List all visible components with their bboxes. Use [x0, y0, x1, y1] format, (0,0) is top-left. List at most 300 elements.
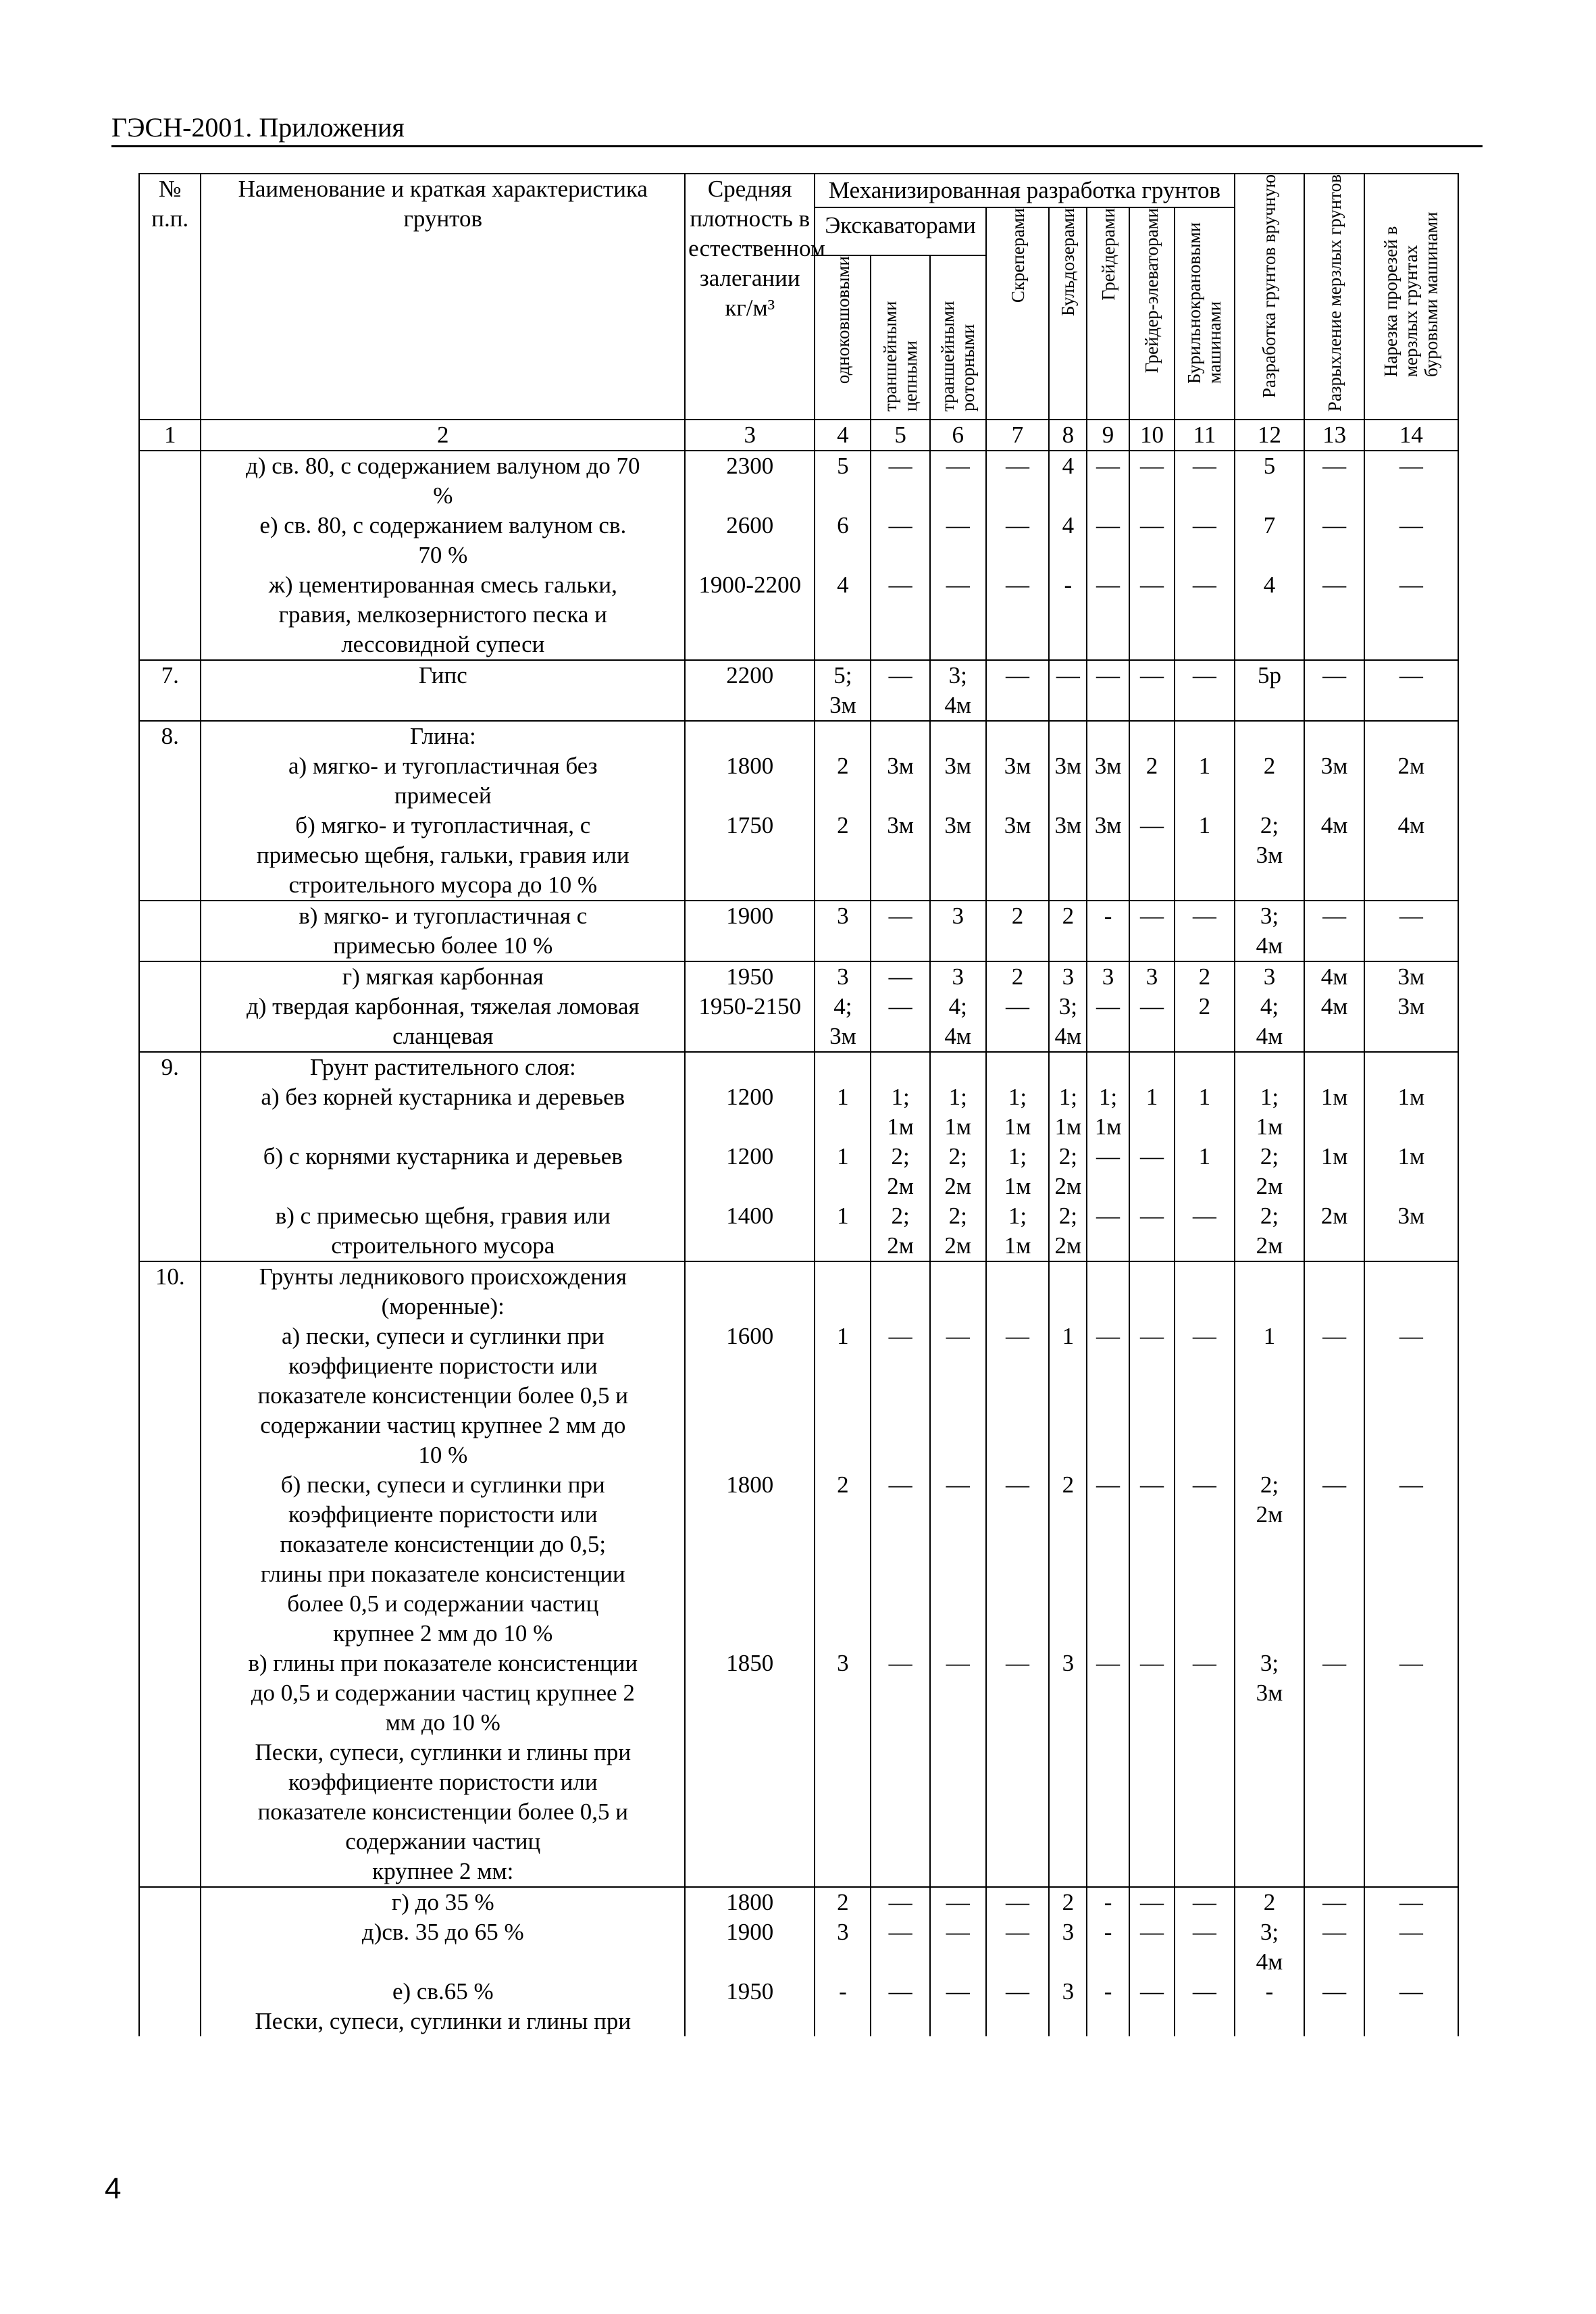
cell-value: 2	[1062, 1889, 1075, 1916]
column-number: 8	[1049, 420, 1087, 451]
value-cell	[1087, 751, 1129, 811]
value-cell	[1087, 811, 1129, 901]
cell-value: —	[1399, 453, 1423, 480]
cell-value: 2;	[1260, 812, 1279, 839]
cell-value: 3м	[1094, 812, 1122, 839]
cell-value: —	[1139, 1143, 1164, 1170]
soil-name-line: Пески, супеси, суглинки и глины при	[255, 1739, 632, 1766]
value-cell	[986, 1142, 1049, 1201]
value-cell	[815, 2007, 871, 2036]
cell-value: —	[1139, 572, 1164, 599]
value-cell	[1049, 721, 1087, 751]
cell-value: —	[1322, 1889, 1347, 1916]
value-cell	[1364, 1322, 1458, 1470]
value-cell	[1235, 1887, 1305, 1917]
cell-value: —	[1322, 1323, 1347, 1350]
value-cell	[1364, 1649, 1458, 1738]
value-cell	[986, 901, 1049, 961]
value-cell	[1087, 961, 1129, 992]
value-cell	[1129, 1322, 1175, 1470]
cell-value: —	[1139, 812, 1164, 839]
value-cell	[815, 1887, 871, 1917]
value-cell	[930, 511, 986, 570]
value-cell	[1049, 901, 1087, 961]
value-cell	[685, 1887, 815, 1917]
col-10-header: Грейдер-элеваторами	[1129, 207, 1175, 420]
value-cell	[1235, 451, 1305, 511]
soil-name-line: (моренные):	[381, 1293, 505, 1320]
cell-value: 3м	[1397, 963, 1425, 990]
value-cell	[1087, 1142, 1129, 1201]
cell-value: —	[1139, 1323, 1164, 1350]
value-cell	[685, 451, 815, 511]
value-cell	[1304, 811, 1364, 901]
cell-value: —	[888, 993, 912, 1020]
cell-value: 2;	[1260, 1203, 1279, 1230]
cell-value: 1950-2150	[698, 993, 802, 1020]
value-cell	[1364, 1082, 1458, 1142]
value-cell	[1129, 660, 1175, 721]
cell-value: 1	[837, 1323, 849, 1350]
value-cell	[1175, 570, 1234, 660]
cell-value: 1;	[1058, 1084, 1077, 1111]
value-cell	[1364, 1470, 1458, 1649]
cell-value: 4	[1062, 453, 1075, 480]
value-cell	[1304, 1082, 1364, 1142]
value-cell	[1049, 811, 1087, 901]
cell-value	[1133, 1262, 1172, 1292]
cell-value	[1308, 2007, 1360, 2036]
cell-value: 1м	[1320, 1143, 1348, 1170]
value-cell	[1049, 1142, 1087, 1201]
cell-value: 3м	[1256, 842, 1283, 869]
soil-name-line: крупнее 2 мм:	[372, 1858, 514, 1885]
value-cell	[1235, 1082, 1305, 1142]
value-cell	[1129, 2007, 1175, 2036]
value-cell	[1087, 1917, 1129, 1977]
column-number: 2	[201, 420, 685, 451]
value-cell	[930, 751, 986, 811]
soil-name-line: е) св. 80, с содержанием валуном св.	[259, 512, 627, 539]
cell-value	[874, 2007, 926, 2036]
cell-value: 4	[837, 572, 849, 599]
cell-value: 4м	[1256, 1948, 1283, 1976]
cell-value: 3	[1062, 963, 1075, 990]
value-cell	[871, 1977, 929, 2007]
value-cell	[685, 811, 815, 901]
cell-value: 2300	[726, 453, 774, 480]
row-number-cell	[139, 992, 201, 1052]
cell-value: 1750	[726, 812, 774, 839]
soil-name-cell	[201, 721, 685, 751]
soil-name-line: Глина:	[409, 723, 476, 750]
table-row	[139, 511, 1458, 570]
soil-name-line: строительного мусора	[331, 1232, 555, 1259]
soil-name-line: 70 %	[418, 542, 468, 569]
soil-name-line: примесей	[394, 782, 492, 809]
cell-value: —	[1139, 1472, 1164, 1499]
cell-value	[989, 2007, 1046, 2036]
value-cell	[986, 1322, 1049, 1470]
cell-value: 3;	[1260, 1919, 1279, 1946]
soil-name-line: Гипс	[418, 662, 467, 689]
value-cell	[871, 451, 929, 511]
value-cell	[1304, 1649, 1364, 1738]
table-row	[139, 451, 1458, 511]
soil-name-line: б) пески, супеси и суглинки при	[280, 1472, 605, 1499]
value-cell	[1129, 992, 1175, 1052]
value-cell	[1049, 451, 1087, 511]
cell-value: 4м	[1397, 812, 1425, 839]
value-cell	[1304, 1917, 1364, 1977]
value-cell	[1304, 1738, 1364, 1887]
soil-name-cell	[201, 1649, 685, 1738]
value-cell	[1129, 1052, 1175, 1082]
soil-name-cell	[201, 570, 685, 660]
value-cell	[1087, 1261, 1129, 1322]
cell-value	[818, 722, 867, 751]
soil-name-cell	[201, 1201, 685, 1261]
value-cell	[930, 570, 986, 660]
cell-value	[874, 1262, 926, 1292]
cell-value: —	[1399, 512, 1423, 539]
value-cell	[1129, 751, 1175, 811]
soil-name-line: д) твердая карбонная, тяжелая ломовая	[246, 993, 640, 1020]
value-cell	[1364, 961, 1458, 992]
col-14-header: Нарезка прорезей в мерзлых грунтах буровыми машинами	[1364, 174, 1458, 420]
cell-value	[818, 1262, 867, 1292]
value-cell	[815, 992, 871, 1052]
cell-value: —	[1192, 1889, 1216, 1916]
value-cell	[1129, 451, 1175, 511]
value-cell	[1235, 1201, 1305, 1261]
value-cell	[1087, 2007, 1129, 2036]
cell-value: 2	[1011, 963, 1024, 990]
value-cell	[1364, 1142, 1458, 1201]
col-4-header: одноковшовыми	[815, 255, 871, 420]
cell-value	[688, 1262, 811, 1292]
cell-value: 2м	[1256, 1173, 1283, 1200]
value-cell	[871, 811, 929, 901]
cell-value: —	[1096, 1323, 1121, 1350]
value-cell	[685, 1470, 815, 1649]
cell-value: 2	[837, 812, 849, 839]
header-row-1	[139, 174, 1458, 207]
table-row	[139, 811, 1458, 901]
cell-value: 1м	[1054, 1113, 1082, 1140]
cell-value: 1;	[1008, 1203, 1027, 1230]
value-cell	[685, 721, 815, 751]
value-cell	[1087, 660, 1129, 721]
table-row	[139, 1738, 1458, 1887]
cell-value: 3м	[1397, 1203, 1425, 1230]
value-cell	[1364, 811, 1458, 901]
soil-name-line: показателе консистенции более 0,5 и	[257, 1382, 628, 1409]
cell-value: 2;	[1260, 1143, 1279, 1170]
cell-value: —	[946, 1323, 970, 1350]
value-cell	[1235, 961, 1305, 992]
header-rule	[111, 145, 1483, 147]
value-cell	[986, 1917, 1049, 1977]
value-cell	[986, 1082, 1049, 1142]
value-cell	[1129, 511, 1175, 570]
value-cell	[1049, 511, 1087, 570]
soil-name-line: сланцевая	[392, 1023, 494, 1050]
table-row	[139, 751, 1458, 811]
soil-name-cell	[201, 1470, 685, 1649]
row-number-cell	[139, 811, 201, 901]
cell-value: 1;	[1098, 1084, 1118, 1111]
cell-value	[688, 1738, 811, 1767]
value-cell	[1049, 961, 1087, 992]
value-cell	[1087, 1322, 1129, 1470]
cell-value: 2м	[1320, 1203, 1348, 1230]
value-cell	[871, 721, 929, 751]
soil-name-line: лессовидной супеси	[341, 631, 545, 658]
cell-value: 1	[1198, 753, 1211, 780]
value-cell	[815, 961, 871, 992]
value-cell	[1304, 451, 1364, 511]
cell-value: 1	[1145, 1084, 1158, 1111]
value-cell	[930, 1142, 986, 1201]
cell-value: 3м	[944, 753, 972, 780]
value-cell	[1304, 1977, 1364, 2007]
cell-value: 5р	[1257, 662, 1281, 689]
cell-value: 4м	[1320, 993, 1348, 1020]
cell-value	[1178, 1053, 1231, 1082]
value-cell	[871, 1917, 929, 1977]
value-cell	[685, 1649, 815, 1738]
cell-value: —	[888, 453, 912, 480]
cell-value: -	[1104, 1889, 1112, 1916]
cell-value: —	[1096, 1203, 1121, 1230]
value-cell	[815, 660, 871, 721]
column-number: 13	[1304, 420, 1364, 451]
cell-value: 2	[1145, 753, 1158, 780]
cell-value: —	[1006, 662, 1030, 689]
cell-value: 2;	[1058, 1203, 1077, 1230]
cell-value: —	[1096, 1472, 1121, 1499]
row-number-cell	[139, 1261, 201, 1322]
cell-value: 2200	[726, 662, 774, 689]
cell-value	[874, 1053, 926, 1082]
value-cell	[986, 2007, 1049, 2036]
value-cell	[685, 1322, 815, 1470]
cell-value: 4м	[1256, 932, 1283, 959]
cell-value: 3м	[1397, 993, 1425, 1020]
cell-value: 3м	[887, 812, 914, 839]
value-cell	[1049, 1322, 1087, 1470]
value-cell	[1129, 1261, 1175, 1322]
value-cell	[1235, 811, 1305, 901]
value-cell	[1175, 961, 1234, 992]
cell-value	[1052, 722, 1083, 751]
cell-value: —	[1192, 903, 1216, 930]
value-cell	[1049, 1649, 1087, 1738]
cell-value: —	[888, 1919, 912, 1946]
value-cell	[1087, 1052, 1129, 1082]
cell-value: —	[1139, 1650, 1164, 1677]
soil-name-line: крупнее 2 мм до 10 %	[333, 1620, 553, 1647]
value-cell	[930, 1887, 986, 1917]
soil-name-line: д)св. 35 до 65 %	[361, 1919, 524, 1946]
value-cell	[1304, 2007, 1364, 2036]
value-cell	[1129, 1649, 1175, 1738]
value-cell	[871, 511, 929, 570]
row-number-cell	[139, 1977, 201, 2007]
cell-value: 3м	[1320, 753, 1348, 780]
value-cell	[1364, 992, 1458, 1052]
cell-value: 3	[837, 1919, 849, 1946]
column-number: 10	[1129, 420, 1175, 451]
value-cell	[1304, 751, 1364, 811]
value-cell	[930, 1052, 986, 1082]
cell-value: —	[1322, 453, 1347, 480]
cell-value: 4;	[833, 993, 852, 1020]
column-number: 6	[930, 420, 986, 451]
cell-value: 2600	[726, 512, 774, 539]
cell-value: 1;	[1260, 1084, 1279, 1111]
page-header: ГЭСН-2001. Приложения	[111, 112, 405, 143]
value-cell	[815, 1322, 871, 1470]
value-cell	[986, 1738, 1049, 1887]
soil-name-line: г) до 35 %	[391, 1889, 494, 1916]
cell-value: 2;	[948, 1143, 967, 1170]
value-cell	[871, 1201, 929, 1261]
cell-value: 2;	[891, 1203, 910, 1230]
value-cell	[815, 1738, 871, 1887]
table-row	[139, 2007, 1458, 2036]
value-cell	[1304, 1201, 1364, 1261]
value-cell	[1049, 660, 1087, 721]
row-number-cell	[139, 2007, 201, 2036]
cell-value: 1м	[1397, 1143, 1425, 1170]
soil-name-line: содержании частиц крупнее 2 мм до	[260, 1412, 626, 1439]
value-cell	[1235, 1052, 1305, 1082]
cell-value: 5;	[833, 662, 852, 689]
value-cell	[685, 2007, 815, 2036]
cell-value: —	[1399, 1323, 1423, 1350]
cell-value: —	[1096, 1143, 1121, 1170]
value-cell	[1175, 1261, 1234, 1322]
cell-value: 3	[1263, 963, 1276, 990]
cell-value	[1178, 2007, 1231, 2036]
cell-value: —	[1192, 662, 1216, 689]
cell-value	[989, 722, 1046, 751]
value-cell	[815, 751, 871, 811]
cell-value: 1	[837, 1084, 849, 1111]
cell-value: —	[1006, 1889, 1030, 1916]
cell-value: -	[1064, 572, 1073, 599]
cell-value	[874, 722, 926, 751]
cell-value: —	[1006, 1472, 1030, 1499]
cell-value: 1	[837, 1143, 849, 1170]
value-cell	[685, 511, 815, 570]
cell-value: 1;	[948, 1084, 967, 1111]
cell-value	[1308, 1053, 1360, 1082]
soil-name-cell	[201, 811, 685, 901]
value-cell	[986, 992, 1049, 1052]
cell-value: 1400	[726, 1203, 774, 1230]
cell-value: —	[1139, 1919, 1164, 1946]
cell-value: 2м	[944, 1232, 972, 1259]
row-number-cell	[139, 660, 201, 721]
value-cell	[815, 451, 871, 511]
cell-value: —	[1006, 1323, 1030, 1350]
soil-name-line: в) глины при показателе консистенции	[248, 1650, 638, 1677]
value-cell	[1304, 1470, 1364, 1649]
value-cell	[1235, 1649, 1305, 1738]
value-cell	[685, 1201, 815, 1261]
soil-name-cell	[201, 451, 685, 511]
cell-value	[874, 1738, 926, 1767]
cell-value: 2м	[944, 1173, 972, 1200]
table-row	[139, 660, 1458, 721]
cell-value: —	[946, 1472, 970, 1499]
value-cell	[986, 1649, 1049, 1738]
cell-value: —	[946, 1889, 970, 1916]
cell-value: 3;	[1260, 903, 1279, 930]
cell-value: 3м	[1054, 812, 1082, 839]
cell-value: —	[1399, 662, 1423, 689]
soil-name-line: Пески, супеси, суглинки и глины при	[255, 2008, 632, 2035]
value-cell	[1364, 2007, 1458, 2036]
cell-value	[818, 1738, 867, 1767]
value-cell	[1364, 1887, 1458, 1917]
value-cell	[1129, 1887, 1175, 1917]
cell-value: —	[1096, 453, 1121, 480]
table-row	[139, 721, 1458, 751]
value-cell	[685, 1917, 815, 1977]
value-cell	[1235, 751, 1305, 811]
value-cell	[1304, 961, 1364, 992]
value-cell	[871, 1887, 929, 1917]
value-cell	[986, 751, 1049, 811]
cell-value: 1600	[726, 1323, 774, 1350]
col-7-header: Скреперами	[986, 207, 1049, 420]
value-cell	[871, 660, 929, 721]
cell-value: 2	[837, 1889, 849, 1916]
mech-group-header: Механизированная разработка грунтов	[815, 174, 1234, 207]
table-body	[139, 451, 1458, 2036]
cell-value	[1090, 1053, 1125, 1082]
cell-value: 2	[837, 1472, 849, 1499]
cell-value: —	[946, 512, 970, 539]
cell-value: 3м	[829, 1023, 856, 1050]
soil-name-line: г) мягкая карбонная	[342, 963, 544, 990]
cell-value: —	[1139, 1978, 1164, 2005]
col-name-header: Наименование и краткая характеристика грунтов	[201, 174, 685, 420]
cell-value	[1052, 1738, 1083, 1767]
soil-name-line: в) с примесью щебня, гравия или	[275, 1203, 611, 1230]
value-cell	[871, 1470, 929, 1649]
value-cell	[986, 1261, 1049, 1322]
value-cell	[1304, 901, 1364, 961]
cell-value	[1133, 2007, 1172, 2036]
cell-value	[1238, 1053, 1302, 1082]
cell-value: 3	[1062, 1650, 1075, 1677]
value-cell	[1364, 451, 1458, 511]
value-cell	[1087, 1470, 1129, 1649]
value-cell	[685, 570, 815, 660]
value-cell	[815, 1082, 871, 1142]
cell-value: -	[1104, 903, 1112, 930]
value-cell	[1129, 721, 1175, 751]
cell-value	[1178, 722, 1231, 751]
row-number-cell	[139, 1082, 201, 1142]
value-cell	[986, 511, 1049, 570]
cell-value	[1133, 1738, 1172, 1767]
